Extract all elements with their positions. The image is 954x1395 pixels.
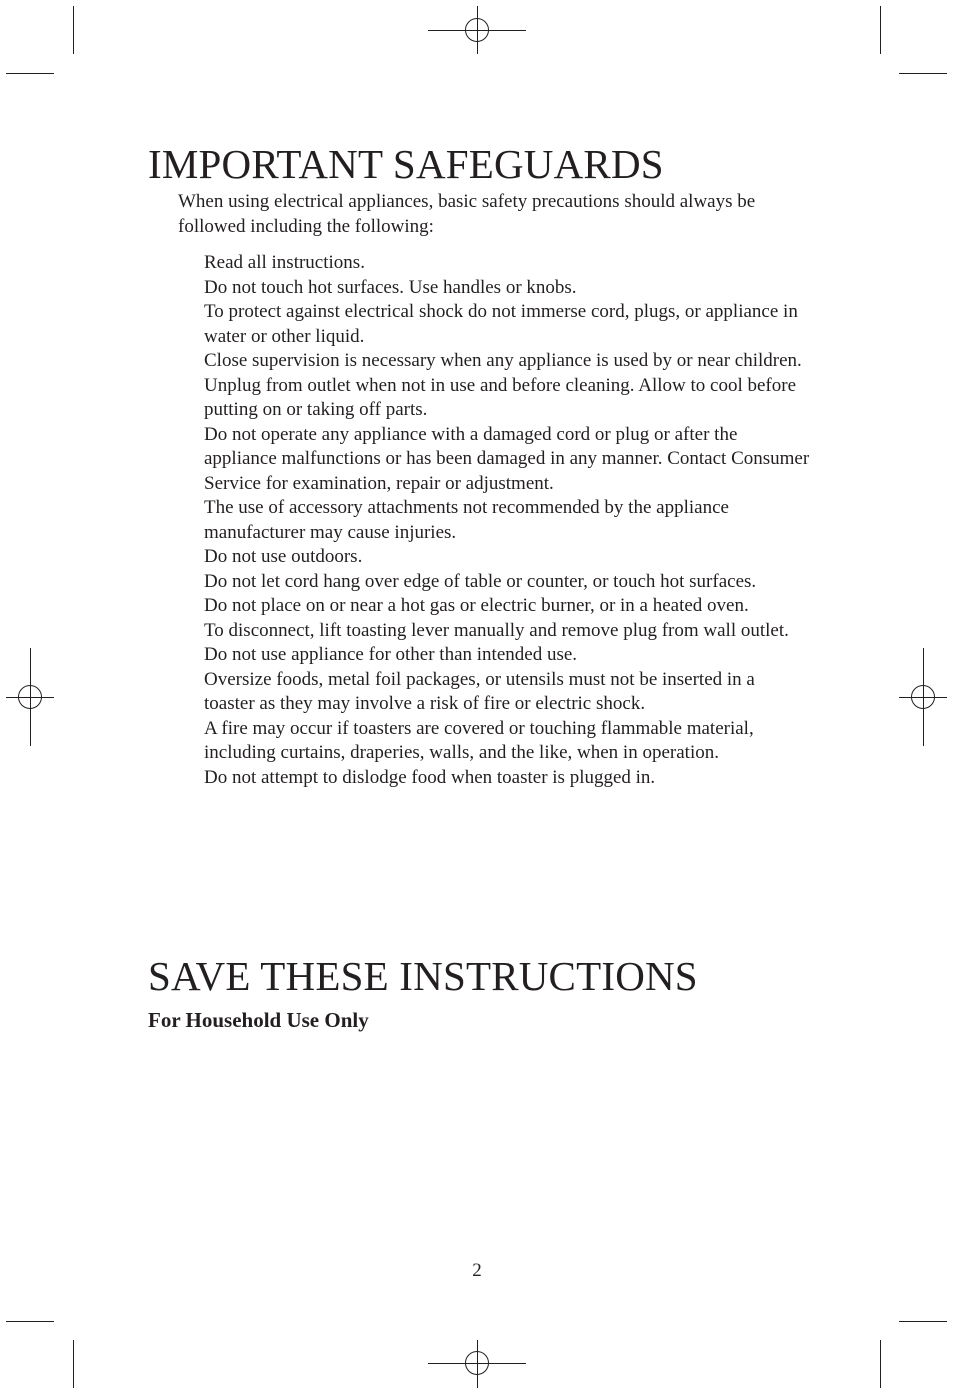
list-item: To disconnect, lift toasting lever manually and remove plug from wall outlet.: [204, 619, 789, 641]
crop-mark: [880, 1340, 881, 1388]
list-item: Do not attempt to dislodge food when toaster is plugged in.: [204, 766, 656, 788]
crop-mark: [73, 1340, 74, 1388]
list-item: Close supervision is necessary when any appliance is used by or near children.: [204, 350, 802, 371]
list-item: Do not let cord hang over edge of table or counter, or touch hot surfaces.: [204, 570, 757, 592]
crop-mark: [880, 6, 881, 54]
registration-circle: [465, 18, 489, 42]
list-item: Read all instructions.: [204, 252, 365, 273]
crop-mark: [73, 6, 74, 54]
crop-mark: [899, 73, 947, 74]
list-item: To protect against electrical shock do not immerse cord, plugs, or appliance in water or other liquid.: [204, 301, 798, 347]
crop-mark: [899, 1321, 947, 1322]
save-instructions-heading: SAVE THESE INSTRUCTIONS: [148, 953, 698, 999]
crop-mark: [6, 73, 54, 74]
list-item: A fire may occur if toasters are covered or touching flammable material, including curtains, draperies, walls, and the like, when in operation.: [204, 717, 754, 763]
list-item: The use of accessory attachments not recommended by the appliance manufacturer may cause injuries.: [204, 497, 729, 543]
registration-circle: [465, 1351, 489, 1375]
registration-circle: [18, 685, 42, 709]
safeguards-list: [204, 251, 810, 790]
page-title: IMPORTANT SAFEGUARDS: [148, 141, 664, 187]
registration-circle: [911, 685, 935, 709]
intro-paragraph: When using electrical appliances, basic safety precautions should always be followed including the following:: [178, 191, 756, 237]
list-item: Do not place on or near a hot gas or electric burner, or in a heated oven.: [204, 595, 749, 616]
list-item: Do not operate any appliance with a damaged cord or plug or after the appliance malfunctions or has been damaged in any manner. Contact Consumer Service for examination, repair or adjustment.: [204, 423, 810, 494]
crop-mark: [6, 1321, 54, 1322]
household-use-subheading: For Household Use Only: [148, 1008, 369, 1032]
list-item: Do not touch hot surfaces. Use handles or knobs.: [204, 276, 577, 298]
list-item: Oversize foods, metal foil packages, or utensils must not be inserted in a toaster as they may involve a risk of fire or electric shock.: [204, 668, 755, 714]
list-item: Do not use appliance for other than intended use.: [204, 644, 578, 665]
list-item: Unplug from outlet when not in use and before cleaning. Allow to cool before putting on or taking off parts.: [204, 374, 797, 420]
list-item: Do not use outdoors.: [204, 546, 363, 567]
page-number: 2: [472, 1260, 482, 1281]
